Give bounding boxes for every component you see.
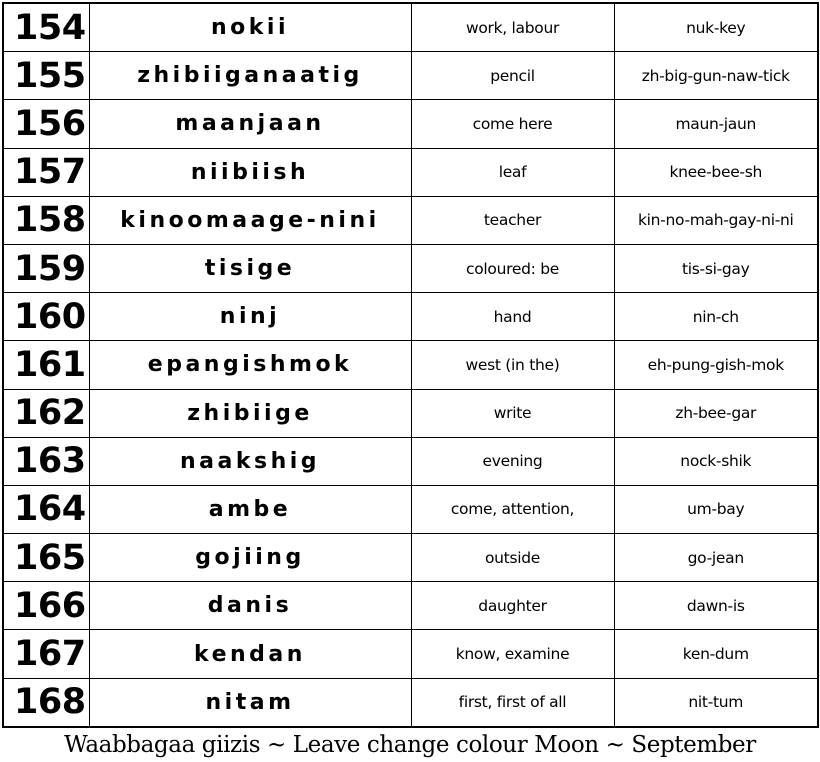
entry-number: 167	[3, 630, 89, 678]
pronunciation: kin-no-mah-gay-ni-ni	[614, 196, 818, 244]
english-meaning: outside	[411, 534, 614, 582]
table-row	[3, 293, 818, 341]
english-meaning: know, examine	[411, 630, 614, 678]
table-row	[3, 678, 818, 727]
entry-number: 163	[3, 437, 89, 485]
table-row	[3, 148, 818, 196]
english-meaning: work, labour	[411, 3, 614, 52]
pronunciation: zh-bee-gar	[614, 389, 818, 437]
table-row	[3, 244, 818, 292]
ojibwe-word: zhibiige	[89, 389, 411, 437]
ojibwe-word: epangishmok	[89, 341, 411, 389]
pronunciation: ken-dum	[614, 630, 818, 678]
entry-number: 165	[3, 534, 89, 582]
entry-number: 162	[3, 389, 89, 437]
table-row	[3, 534, 818, 582]
pronunciation: um-bay	[614, 485, 818, 533]
ojibwe-word: ambe	[89, 485, 411, 533]
table-row	[3, 582, 818, 630]
english-meaning: evening	[411, 437, 614, 485]
entry-number: 168	[3, 678, 89, 727]
english-meaning: west (in the)	[411, 341, 614, 389]
ojibwe-word: zhibiiganaatig	[89, 52, 411, 100]
ojibwe-word: maanjaan	[89, 100, 411, 148]
entry-number: 164	[3, 485, 89, 533]
english-meaning: teacher	[411, 196, 614, 244]
pronunciation: nock-shik	[614, 437, 818, 485]
pronunciation: knee-bee-sh	[614, 148, 818, 196]
english-meaning: pencil	[411, 52, 614, 100]
table-row	[3, 100, 818, 148]
ojibwe-word: niibiish	[89, 148, 411, 196]
ojibwe-word: kendan	[89, 630, 411, 678]
ojibwe-word: kinoomaage-nini	[89, 196, 411, 244]
table-row	[3, 341, 818, 389]
pronunciation: eh-pung-gish-mok	[614, 341, 818, 389]
month-caption: Waabbagaa giizis ~ Leave change colour Moon ~ September	[64, 732, 756, 758]
entry-number: 161	[3, 341, 89, 389]
ojibwe-word: nitam	[89, 678, 411, 727]
english-meaning: leaf	[411, 148, 614, 196]
english-meaning: coloured: be	[411, 244, 614, 292]
table-row	[3, 389, 818, 437]
ojibwe-word: gojiing	[89, 534, 411, 582]
table-row	[3, 52, 818, 100]
english-meaning: write	[411, 389, 614, 437]
pronunciation: go-jean	[614, 534, 818, 582]
table-row	[3, 196, 818, 244]
vocabulary-table-body	[3, 3, 818, 727]
ojibwe-word: tisige	[89, 244, 411, 292]
english-meaning: first, first of all	[411, 678, 614, 727]
pronunciation: dawn-is	[614, 582, 818, 630]
entry-number: 166	[3, 582, 89, 630]
entry-number: 160	[3, 293, 89, 341]
ojibwe-word: ninj	[89, 293, 411, 341]
pronunciation: maun-jaun	[614, 100, 818, 148]
english-meaning: come, attention,	[411, 485, 614, 533]
table-row	[3, 485, 818, 533]
entry-number: 155	[3, 52, 89, 100]
english-meaning: come here	[411, 100, 614, 148]
pronunciation: zh-big-gun-naw-tick	[614, 52, 818, 100]
entry-number: 156	[3, 100, 89, 148]
entry-number: 159	[3, 244, 89, 292]
pronunciation: nin-ch	[614, 293, 818, 341]
ojibwe-word: nokii	[89, 3, 411, 52]
ojibwe-word: danis	[89, 582, 411, 630]
table-row	[3, 3, 818, 52]
table-row	[3, 437, 818, 485]
pronunciation: tis-si-gay	[614, 244, 818, 292]
entry-number: 154	[3, 3, 89, 52]
english-meaning: daughter	[411, 582, 614, 630]
pronunciation: nuk-key	[614, 3, 818, 52]
table-row	[3, 630, 818, 678]
vocabulary-table	[2, 2, 819, 728]
ojibwe-word: naakshig	[89, 437, 411, 485]
english-meaning: hand	[411, 293, 614, 341]
entry-number: 158	[3, 196, 89, 244]
pronunciation: nit-tum	[614, 678, 818, 727]
entry-number: 157	[3, 148, 89, 196]
